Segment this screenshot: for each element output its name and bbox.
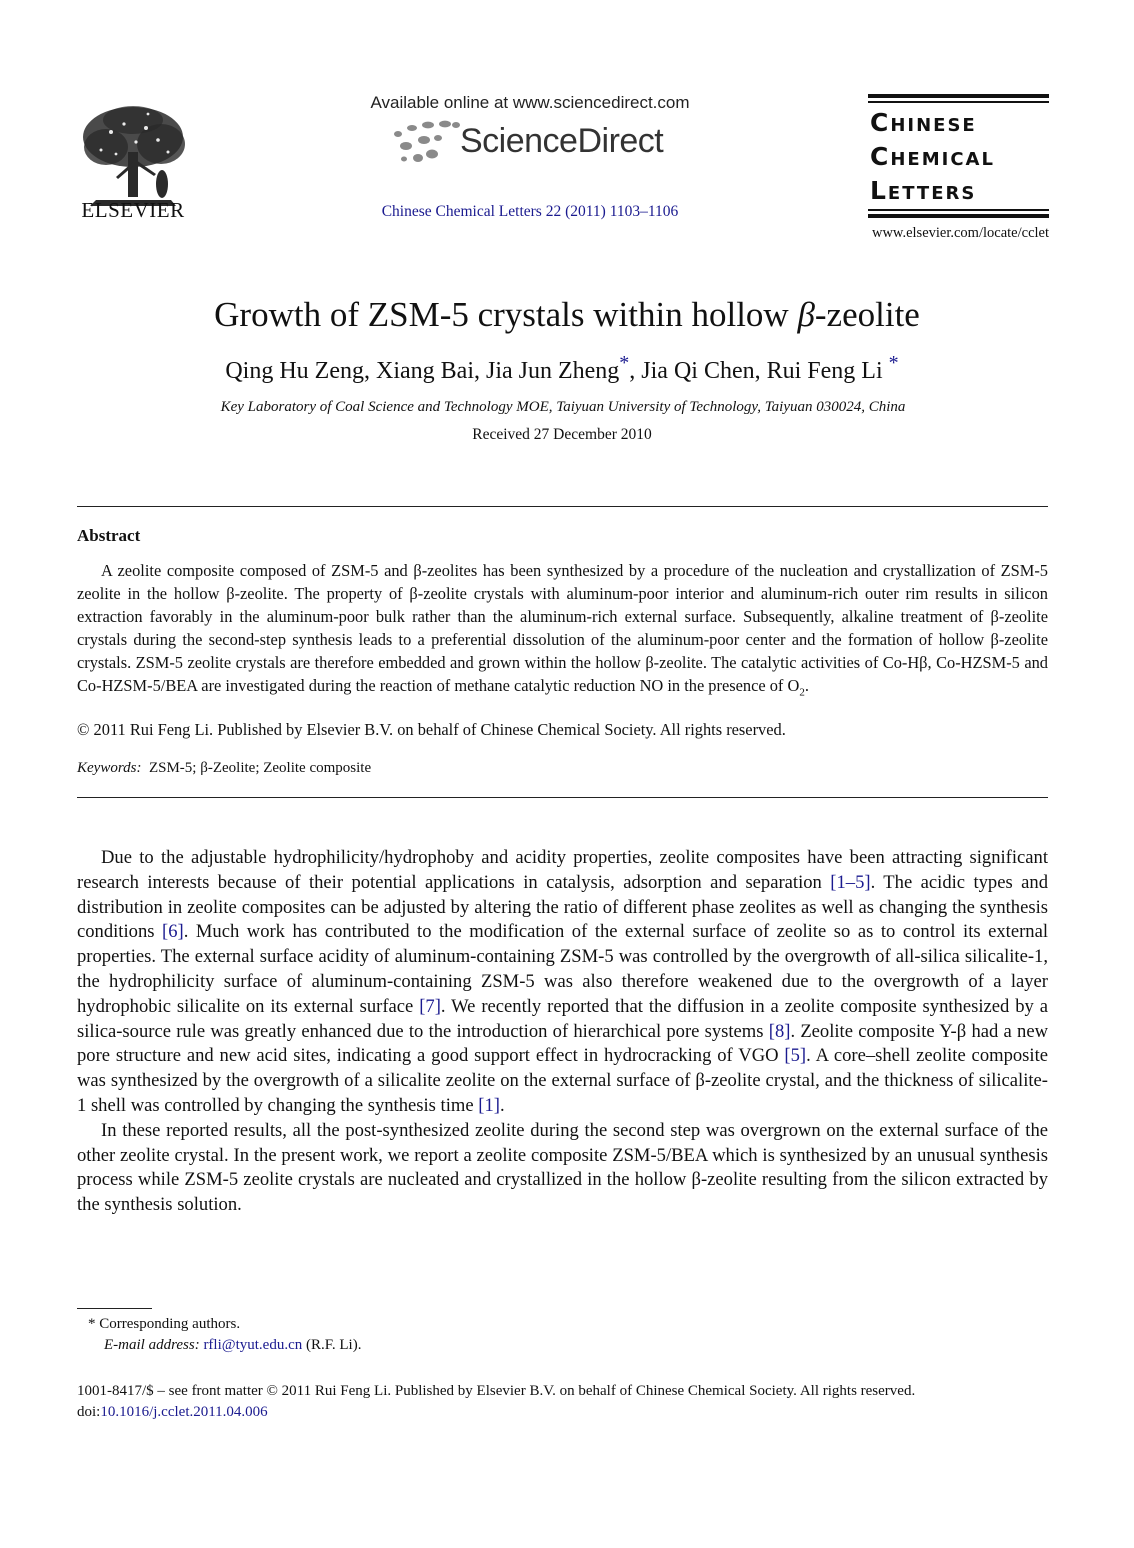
abstract-heading: Abstract: [77, 526, 141, 545]
citation-link[interactable]: [8]: [768, 1020, 791, 1042]
abstract-text: [77, 559, 1048, 704]
title-part-2: -zeolite: [814, 295, 920, 334]
body-text-segment: . We recently reported that the diffusion in a zeolite composite synthesized by a silica-source rule was greatly enhanced due to the introduction of hierarchical pore systems: [77, 995, 1048, 1042]
logo-word-chemical: [870, 142, 995, 171]
doi-line: [77, 1404, 268, 1421]
author-name: , Jia Qi Chen,: [629, 358, 767, 384]
doi-label: doi:: [77, 1404, 101, 1420]
received-date: Received 27 December 2010: [472, 426, 652, 443]
body-text-segment: . Zeolite composite Y-β had a new pore structure and new acid sites, indicating a good support effect in hydrocracking of VGO: [77, 1020, 1048, 1067]
affiliation: Key Laboratory of Coal Science and Technology MOE, Taiyuan University of Technology, Taiyuan 030024, China: [220, 399, 906, 415]
footnote-email: [104, 1337, 361, 1354]
article-title: [0, 295, 1134, 335]
body-text-segment: . A core–shell zeolite composite was synthesized by the overgrowth of a silicalite zeolite on the external surface of β-zeolite crystal, and the thickness of silicalite-1 shell was controlled by changing the synthesis time: [77, 1045, 1048, 1116]
logo-word-chinese: [870, 108, 977, 137]
logo-rule-bottom-thin: [868, 209, 1049, 211]
email-suffix: (R.F. Li).: [302, 1337, 362, 1353]
body-text-segment: . The acidic types and distribution in zeolite composites can be adjusted by altering the ratio of different phase zeolites as well as changing the synthesis conditions: [77, 871, 1048, 943]
journal-logo: [868, 94, 1049, 220]
footnote-rule: [77, 1308, 152, 1309]
footnote-corresponding: * Corresponding authors.: [88, 1316, 241, 1332]
body-text-segment: . Much work has contributed to the modification of the external surface of zeolite so as to control its external properties. The external surface acidity of aluminum-containing ZSM-5 was controlled by the overgrowth of all-silica silicalite-1, the hydrophilicity surface of aluminum-containing ZSM-5 was also therefore weakened due to the overgrowth of a layer hydrophobic silicalite on its external surface: [77, 921, 1048, 1017]
doi-link[interactable]: 10.1016/j.cclet.2011.04.006: [100, 1404, 268, 1420]
abstract-bottom-rule: [77, 797, 1048, 798]
abstract-copyright: © 2011 Rui Feng Li. Published by Elsevier B.V. on behalf of Chinese Chemical Society. All rights reserved.: [77, 720, 786, 739]
logo-word-chemical-text: Chemical: [870, 142, 995, 171]
body-paragraph-1: [77, 846, 1048, 1119]
citation-link[interactable]: [1–5]: [830, 871, 871, 893]
email-label: E-mail address:: [104, 1337, 200, 1353]
logo-rule-top: [868, 94, 1049, 98]
abstract-subscript: 2: [799, 686, 805, 699]
email-link[interactable]: rfli@tyut.edu.cn: [203, 1337, 303, 1353]
body-paragraph-2: In these reported results, all the post-synthesized zeolite during the second step was overgrown on the external surface of the other zeolite crystal. In the present work, we report a zeolite composite ZSM-5/BEA which is synthesized by an unusual synthesis process while ZSM-5 zeolite crystals are nucleated and crystallized in the hollow β-zeolite resulting from the silicon extracted by the synthesis solution.: [77, 1119, 1048, 1216]
author-name: Jia Jun Zheng: [485, 358, 620, 384]
logo-rule-top-thin: [868, 101, 1049, 103]
journal-url[interactable]: www.elsevier.com/locate/cclet: [871, 225, 1049, 241]
logo-word-letters-text: Letters: [870, 176, 977, 205]
abstract-top-rule: [77, 506, 1048, 507]
logo-word-letters: [870, 176, 976, 205]
issn-line: 1001-8417/$ – see front matter © 2011 Rui Feng Li. Published by Elsevier B.V. on behalf of Chinese Chemical Society. All rights reserved.: [77, 1383, 916, 1399]
author-name: Rui Feng Li: [766, 358, 883, 384]
abstract-paragraph: A zeolite composite composed of ZSM-5 and β-zeolites has been synthesized by a procedure of the nucleation and crystallization of ZSM-5 zeolite in the hollow β-zeolite. The property of β-zeolite crystals with aluminum-poor interior and aluminum-rich outer rim results in silicon extraction favorably in the aluminum-poor bulk rather than the aluminum-rich external surface. Subsequently, alkaline treatment of β-zeolite crystals during the second-step synthesis leads to a preferential dissolution of the aluminum-poor center and the formation of hollow β-zeolite crystals. ZSM-5 zeolite crystals are therefore embedded and grown within the hollow β-zeolite. The catalytic activities of Co-Hβ, Co-HZSM-5 and Co-HZSM-5/BEA are investigated during the reaction of methane catalytic reduction NO in the presence of O: [77, 561, 1048, 695]
available-online-text: Available online at www.sciencedirect.com: [370, 93, 690, 112]
author-list: [0, 352, 1124, 385]
keywords-label: Keywords:: [77, 760, 142, 776]
body-text: [77, 846, 1048, 1218]
body-text-segment: .: [499, 1094, 505, 1116]
body-text-segment: Due to the adjustable hydrophilicity/hydrophoby and acidity properties, zeolite composites have been attracting significant research interests because of their potential applications in catalysis, adsorption and separation: [77, 847, 1048, 893]
logo-rule-bottom: [868, 214, 1049, 218]
journal-citation-link[interactable]: Chinese Chemical Letters 22 (2011) 1103–1106: [381, 203, 679, 220]
publisher-logo-text: ELSEVIER: [81, 198, 185, 222]
author-name: Qing Hu Zeng,: [225, 358, 376, 384]
sciencedirect-wordmark: ScienceDirect: [460, 122, 664, 160]
sciencedirect-logo[interactable]: [390, 118, 680, 168]
author-name: Xiang Bai,: [376, 358, 486, 384]
corresponding-author-mark[interactable]: *: [619, 352, 630, 374]
keywords: [77, 760, 1048, 777]
title-beta: β: [797, 295, 815, 334]
citation-link[interactable]: [6]: [162, 921, 184, 943]
keywords-list: ZSM-5; β-Zeolite; Zeolite composite: [148, 760, 372, 776]
corresponding-author-mark[interactable]: *: [888, 352, 899, 374]
abstract-end: .: [804, 676, 809, 695]
citation-link[interactable]: [7]: [419, 995, 441, 1017]
sciencedirect-dots-icon: [390, 118, 465, 166]
title-part-1: Growth of ZSM-5 crystals within hollow: [214, 295, 798, 334]
logo-word-chinese-text: Chinese: [870, 108, 977, 137]
citation-link[interactable]: [5]: [784, 1045, 807, 1067]
citation-link[interactable]: [1]: [478, 1094, 500, 1116]
